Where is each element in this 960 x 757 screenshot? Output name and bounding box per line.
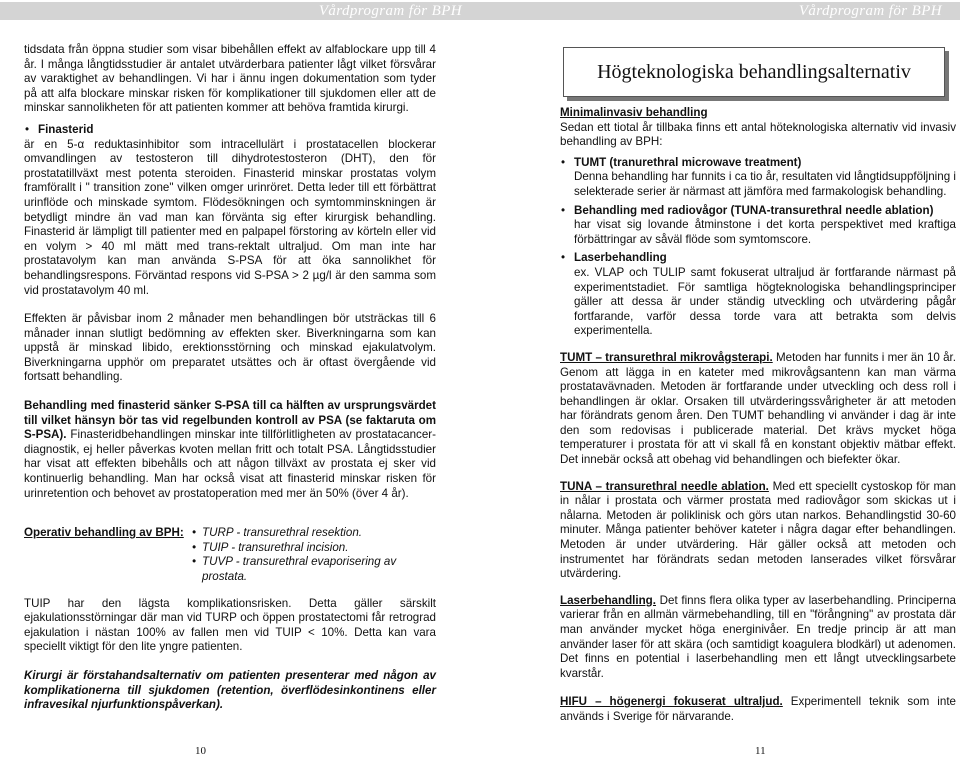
bullet-text: har visat sig lovande åtminstone i det korta perspektivet med kraftiga förbättringar av såväl flöde som symtomscore. bbox=[574, 218, 956, 246]
operative-list bbox=[192, 526, 436, 584]
bullet-icon: • bbox=[192, 540, 197, 554]
bullet-icon: • bbox=[561, 155, 566, 169]
tuna-paragraph bbox=[560, 480, 956, 582]
tumt-text: Metoden har funnits i mer än 10 år. Genom att lägga in en kateter med mikrovågsantenn kan man värma prostatavävnaden. Metoden är fortfarande under utveckling och dess roll i behandlingen är oklar. Orsaken till utvärderingssvårigheter är att metoden har förändrats genom åren. Den TUMT behandling vi använder i dag är inte den som redovisas i publicerade material. Det krävs mycket höga temperaturer i prostata för att vi skall få en konstant objektiv mätbar effekt. Det innebär också att obehag vid behandlingen och biefekter ökar. bbox=[560, 350, 956, 467]
section-title-box: Högteknologiska behandlingsalternativ bbox=[563, 47, 945, 97]
page-header-title: Vårdprogram för BPH bbox=[318, 3, 462, 19]
right-page bbox=[480, 0, 960, 755]
page-number: 11 bbox=[755, 745, 766, 757]
operative-item: • TUVP - transurethral evaporisering av prostata. bbox=[192, 555, 397, 583]
left-column bbox=[24, 43, 436, 713]
minimal-invasive-intro: Sedan ett tiotal år tillbaka finns ett antal höteknologiska alternativ vid invasiv behandling av BPH: bbox=[560, 120, 956, 149]
hifu-text: Experimentell teknik som inte används i Sverige för närvarande. bbox=[560, 695, 956, 723]
tumt-heading: TUMT – transurethral mikrovågsterapi. bbox=[560, 350, 773, 364]
finasterid-heading: Finasterid bbox=[38, 122, 94, 136]
psa-warning-rest: Finasteridbehandlingen minskar inte tillförlitligheten av prostatacancer-diagnostik, ej heller påverkas kvoten mellan fritt och totalt PSA. Långtidsstudier har visat att effekten bibehålls och att någon tillväxt av prostata ej sker vid kontinuerlig behandling. Man har också visat att finasterid minskar risken för urinretention och behovet av prostatoperation med mer än 50% (över 4 år). bbox=[24, 428, 436, 500]
bullet-icon: • bbox=[561, 203, 566, 217]
bullet-title: Laserbehandling bbox=[574, 251, 667, 265]
tuna-heading: TUNA – transurethral needle ablation. bbox=[560, 479, 769, 493]
right-column bbox=[560, 106, 956, 725]
operative-item: • TUIP - transurethral incision. bbox=[192, 540, 349, 554]
bullet-icon: • bbox=[561, 251, 566, 265]
page-header-bar bbox=[480, 2, 960, 20]
tuna-bullet bbox=[560, 204, 956, 248]
bullet-title: TUMT (tranurethral microwave treatment) bbox=[574, 155, 802, 169]
bullet-text: Denna behandling har funnits i ca tio år, resultaten vid långtidsuppföljning i selekterade serier är närmast att jämföra med farmakologisk behandling. bbox=[574, 170, 956, 198]
operative-item: • TURP - transurethral resektion. bbox=[192, 526, 363, 540]
page-header-title: Vårdprogram för BPH bbox=[798, 3, 942, 19]
bullet-text: ex. VLAP och TULIP samt fokuserat ultraljud är fortfarande närmast på experimentstadiet. För samtliga högteknologiska behandlingsprinciper gäller att dessa är under ständig utveckling och utvärdering pågår fortfarande, varför dessa torde vara att betrakta som delvis experimentella. bbox=[574, 265, 956, 338]
operative-treatment-block bbox=[24, 526, 436, 584]
tuip-paragraph: TUIP har den lägsta komplikationsrisken. Detta gäller särskilt ejakulationsstörningar där man vid TURP och öppen prostatectomi får retrograd ejakulation i nästan 100% av fallen men vid TUIP < 10%. Detta kan vara speciellt viktigt för den lite yngre patienten. bbox=[24, 596, 436, 654]
finasterid-paragraph: är en 5-α reduktasinhibitor som intracellulärt i prostatacellen blockerar omvandlingen av testosteron till dihydrotestosteron (DHT), den för prostatatillväxt mest potenta steroiden. Finasterid minskar prostatas volym framförallt i " transition zone" vilken omger urinröret. Detta leder till ett förbättrat urinflöde och minskade symtom. Flödesökningen och symtomminskningen är betydligt mindre än vad man kan förvänta sig efter kirurgisk behandling. Finasterid är lämpligt till patienter med en palpapel förstoring av körteln eller vid en volym > 40 ml mätt med trans-rektalt ultraljud. Om man inte har prostatavolym kan man använda S-PSA för att öka sannolikhet för behandlingsrespons. Förväntad respons vid S-PSA > 2 µg/l är den samma som vid prostatavolym 40 ml. bbox=[24, 137, 436, 297]
page-header-bar bbox=[0, 2, 480, 20]
intro-paragraph: tidsdata från öppna studier som visar bibehållen effekt av alfablockare upp till 4 år. I många långtidsstudier är antalet utvärderbara patienter lågt vilket försvårar av varaktighet av behandlingen. Vi har i ännu ingen dokumentation som tyder på att alfa blockare minskar risken för komplikationer till sjukdomen eller att de minskar sannolikheten för att patienten kommer att behöva framtida kirurgi. bbox=[24, 43, 436, 115]
left-page bbox=[0, 0, 480, 755]
tumt-bullet bbox=[560, 156, 956, 200]
bullet-icon: • bbox=[25, 122, 30, 136]
laser-text: Det finns flera olika typer av laserbehandling. Principerna varierar från en allmän värmebehandling, till en "förångning" av prostata där man använder mycket höga energinivåer. En tredje princip är att man använder laser för att skära (och samtidigt koagulera blodkärl) ut adenomen. Det finns en potential i laserbehandling men ett långt utvecklingsarbete kvarstår. bbox=[560, 593, 956, 680]
tuna-text: Med ett speciellt cystoskop för man in nålar i prostata och värmer prostata med radiovågor som skickas ut i nålarna. Metoden är poliklinisk och görs utan narkos. Behandlingstid 30-60 minuter. Många patienter behöver kateter i några dagar efter behandlingen. Metoden är under utvärdering. Här gäller också att metoden och instrumentet har förändrats sedan metoden lanserades vilket försvårar utvärdering. bbox=[560, 479, 956, 581]
minimal-invasive-heading: Minimalinvasiv behandling bbox=[560, 106, 708, 119]
closing-paragraph: Kirurgi är förstahandsalternativ om patienten presenterar med någon av komplikationerna till sjukdomen (retention, överflödesinkontinens eller infravesikal njurfunktionspåverkan). bbox=[24, 668, 436, 712]
laser-bullet bbox=[560, 251, 956, 339]
psa-warning-bold: Behandling med finasterid sänker S-PSA till ca hälften av ursprungsvärdet till vilket hänsyn bör tas vid regelbunden kontroll av PSA (se faktaruta om S-PSA). bbox=[24, 399, 436, 442]
bullet-icon: • bbox=[192, 555, 197, 569]
laser-heading: Laserbehandling. bbox=[560, 593, 656, 607]
bullet-icon: • bbox=[192, 526, 197, 540]
bullet-title: Behandling med radiovågor (TUNA-transurethral needle ablation) bbox=[574, 203, 934, 217]
psa-paragraph bbox=[24, 399, 436, 501]
page-number: 10 bbox=[195, 745, 206, 757]
laser-paragraph bbox=[560, 594, 956, 682]
tumt-paragraph bbox=[560, 351, 956, 468]
effect-paragraph: Effekten är påvisbar inom 2 månader men behandlingen bör utsträckas till 6 månader innan slutligt bedömning av effekten sker. Biverkningarna som kan uppstå är minskad libido, erektionsstörning och minskad ejakulatvolym. Biverkningarna upphör om preparatet utsättes och är oftast övergående vid fortsatt behandling. bbox=[24, 312, 436, 384]
hifu-heading: HIFU – högenergi fokuserat ultraljud. bbox=[560, 695, 783, 709]
operative-label: Operativ behandling av BPH: bbox=[24, 526, 184, 540]
hifu-paragraph bbox=[560, 695, 956, 724]
finasterid-section bbox=[24, 123, 436, 138]
